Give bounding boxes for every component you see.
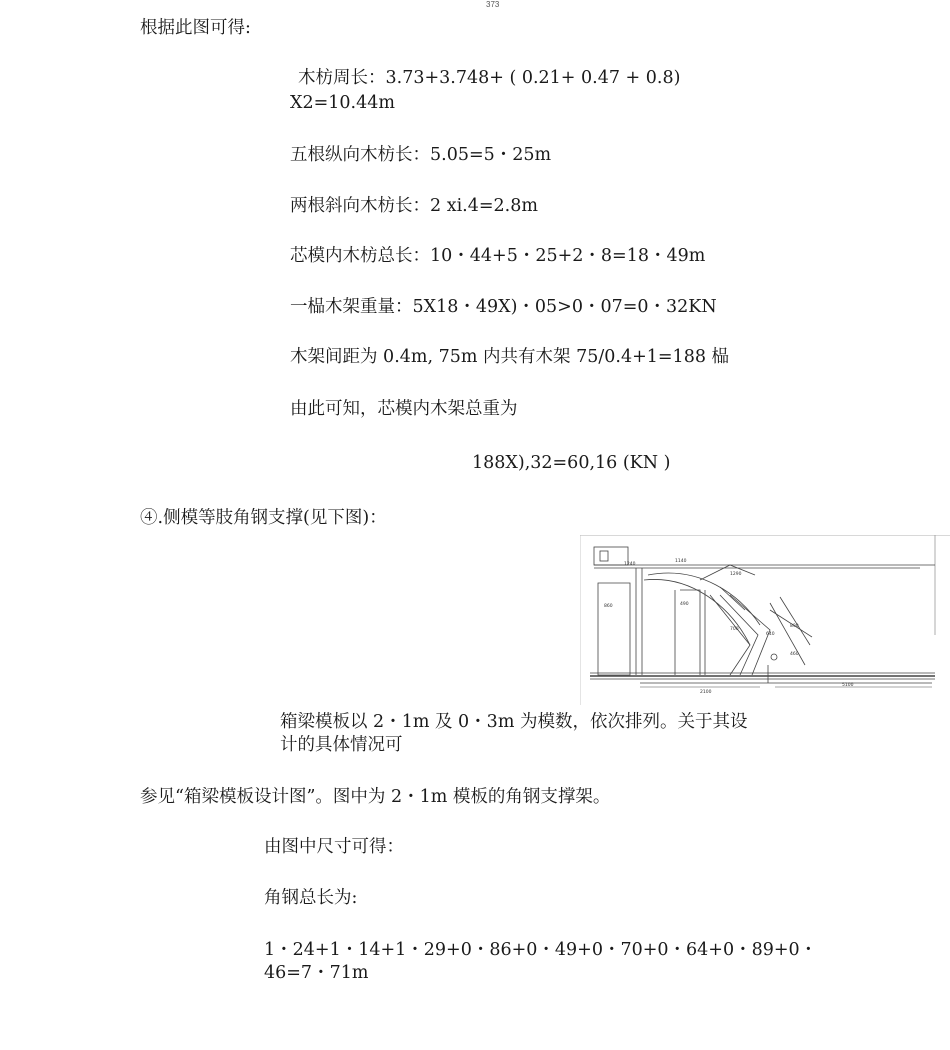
perimeter-line-2: X2=10.44m (290, 93, 395, 113)
total-length-line-2: 46=7・71m (264, 963, 369, 983)
total-length-label: 角钢总长为: (264, 888, 358, 908)
dim-label: 1290 (730, 572, 742, 577)
therefore-text: 由此可知，芯模内木架总重为 (290, 399, 518, 419)
total-weight-result: 188X),32=60,16 (KN ) (472, 453, 671, 473)
dim-label: 890 (790, 624, 799, 629)
dim-label: 700 (730, 627, 739, 632)
longitudinal-timber: 五根纵向木枋长：5.05=5・25m (290, 145, 552, 165)
angle-steel-support-figure (580, 535, 950, 705)
dim-label: 1240 (624, 562, 636, 567)
support-drawing (580, 535, 950, 705)
description-line-2: 计的具体情况可 (280, 735, 403, 755)
frame-spacing: 木架间距为 0.4m, 75m 内共有木架 75/0.4+1=188 榀 (290, 347, 730, 367)
total-length-line-1: 1・24+1・14+1・29+0・86+0・49+0・70+0・64+0・89+0・ (264, 940, 818, 960)
section-4-heading: ④.侧模等肢角钢支撑(见下图)： (140, 508, 387, 528)
dim-label: 5100 (842, 683, 854, 688)
page-number: 373 (486, 0, 500, 9)
intro-text: 根据此图可得: (140, 18, 251, 38)
dim-label: 490 (680, 602, 689, 607)
frame-weight: 一榀木架重量：5X18・49X)・05>0・07=0・32KN (290, 297, 717, 317)
dim-label: 640 (766, 632, 775, 637)
dim-label: 860 (604, 604, 613, 609)
core-total-length: 芯模内木枋总长：10・44+5・25+2・8=18・49m (290, 246, 706, 266)
dim-label: 1140 (675, 559, 687, 564)
dim-label: 2100 (700, 690, 712, 695)
dim-label: 460 (790, 652, 799, 657)
perimeter-line-1: 木枋周长：3.73+3.748+ ( 0.21+ 0.47 + 0.8) (298, 68, 681, 88)
see-reference: 参见“箱梁模板设计图”。图中为 2・1m 模板的角钢支撑架。 (140, 787, 611, 807)
from-dimensions: 由图中尺寸可得： (264, 837, 404, 857)
diagonal-timber: 两根斜向木枋长：2 xi.4=2.8m (290, 196, 538, 216)
description-line-1: 箱梁模板以 2・1m 及 0・3m 为模数，依次排列。关于其设 (280, 712, 748, 732)
